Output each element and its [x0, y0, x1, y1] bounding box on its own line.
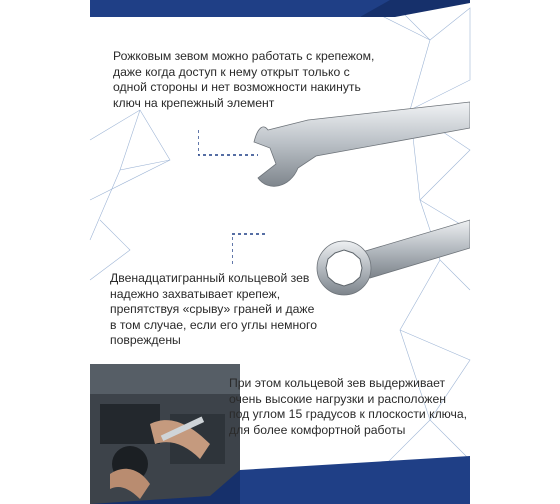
angle-description: При этом кольцевой зев выдерживает очень высокие нагрузки и расположен под углом 15 градусов к плоскости ключа, для более комфортной работы [229, 376, 468, 437]
open-end-description: Рожковым зевом можно работать с крепежом, даже когда доступ к нему открыт только с одной стороны и нет возможности накинуть ключ на крепежный элемент [113, 49, 375, 110]
ring-end-description: Двенадцатигранный кольцевой зев надежно захватывает крепеж, препятствуя «срыву» граней и даже в том случае, если его углы немного повреждены [110, 271, 318, 347]
open-end-wrench-image [198, 100, 470, 192]
top-brand-band [90, 0, 470, 17]
bottom-brand-band [90, 456, 470, 504]
